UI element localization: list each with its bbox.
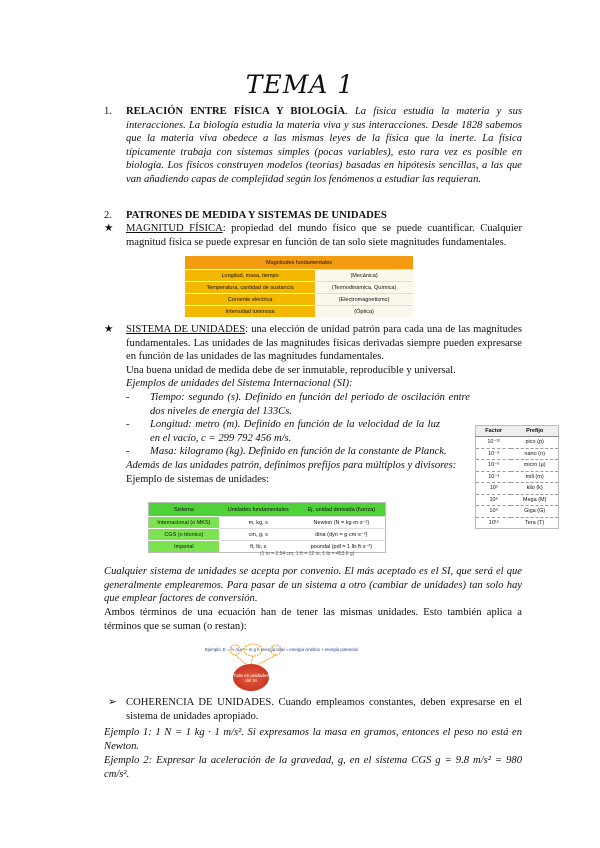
table-cell: Mega (M)	[511, 494, 558, 506]
table-cell: (Mecánica)	[315, 270, 413, 282]
star-bullet-icon: ★	[104, 223, 114, 234]
dashed-callouts	[205, 643, 405, 693]
example-2: Ejemplo 2: Expresar la aceleración de la gravedad, g, en el sistema CGS g = 9.8 m/s² = 980 cm/s².	[104, 755, 522, 780]
table-cell: 10¹²	[476, 517, 512, 529]
table-cell: m, kg, s	[219, 517, 298, 529]
table-cell: poundal (pdl = 1 lb·ft·s⁻²)	[298, 541, 386, 553]
example-text: Longitud: metro (m). Definido en función de la velocidad de la luz en el vacío, c = 299 792 456 m/s.	[150, 419, 440, 444]
star-bullet-icon: ★	[104, 324, 114, 335]
example-text: Masa: kilogramo (kg). Definido en función de la constante de Planck.	[150, 446, 447, 458]
term: MAGNITUD FÍSICA	[126, 223, 223, 234]
table-header: Ej. unidad derivada (fuerza)	[298, 503, 386, 517]
table-cell: (Termodinámica, Química)	[315, 282, 413, 294]
table-cell: 10⁻¹²	[476, 437, 512, 449]
dash-bullet: -	[126, 391, 130, 403]
table-cell: Tera (T)	[511, 517, 558, 529]
table-cell: Intensidad luminosa	[185, 306, 315, 318]
section-text: . La física estudia la materia y sus interacciones. La biología estudia la materia viva y sus interacciones. Desde 1828 sabemos que la materia viva obedece a las mismas leyes de la física que la inerte. La física típicamente trabaja con sistemas simples (pocas variables), esto rara vez es posible en biología. Los físicos construyen modelos (teorías) basadas en hipótesis sencillas, a las que van añadiendo capas de complejidad según los fenómenos a estudiar las requieran.	[126, 106, 522, 185]
table-cell: (Óptica)	[315, 306, 413, 318]
table-cell: Corriente eléctrica	[185, 294, 315, 306]
units-diagram	[205, 643, 405, 693]
table-cell: CGS (o técnico)	[149, 529, 219, 541]
dash-bullet: -	[126, 446, 130, 458]
dash-bullet: -	[126, 419, 130, 431]
table-cell: Giga (G)	[511, 506, 558, 518]
section-1	[104, 105, 522, 187]
coherencia	[104, 696, 522, 723]
term: SISTEMA DE UNIDADES	[126, 324, 246, 335]
definition: : propiedad del mundo físico que se puede cuantificar. Cualquier magnitud física se puede expresar en función de tan solo siete magnitudes fundamentales.	[126, 223, 522, 248]
paragraph: Además de las unidades patrón, definimos prefijos para múltiplos y divisores:	[126, 459, 457, 471]
table-cell: kilo (k)	[511, 483, 558, 495]
table-header: Sistema	[149, 503, 219, 517]
table-cell: 10⁶	[476, 494, 512, 506]
table-cell: (Electromagnetismo)	[315, 294, 413, 306]
table-cell: Internacional (o MKS)	[149, 517, 219, 529]
table-header: Factor	[476, 426, 512, 437]
paragraph: Ambos términos de una ecuación han de tener las mismas unidades. Esto también aplica a términos que se suman (o restan):	[104, 607, 522, 632]
si-units-bubble: Todo en unidades del SI	[233, 664, 269, 691]
table-cell: ft, lb, s	[219, 541, 298, 553]
unit-systems-table	[148, 502, 386, 553]
prefixes-table	[475, 425, 559, 529]
equation: Ejemplo: E = ½ m v² + m g h energía total = energía cinética + energía potencial	[205, 647, 358, 652]
example-item	[104, 391, 470, 418]
section-number: 1.	[104, 106, 112, 117]
conversion-note: (1 in = 2.54 cm, 1 ft = 12 in, 1 lb = 453.6 g)	[260, 551, 355, 557]
table-cell: 10⁻³	[476, 471, 512, 483]
table-header: Magnitudes fundamentales	[185, 256, 413, 270]
example-1: Ejemplo 1: 1 N = 1 kg · 1 m/s². Si expresamos la masa en gramos, entonces el peso no está en Newton.	[104, 727, 522, 752]
definition: . Cuando empleamos constantes, deben expresarse en el sistema de unidades apropiado.	[126, 697, 522, 722]
table-cell: dina (dyn = g·cm·s⁻²)	[298, 529, 386, 541]
paragraph: Una buena unidad de medida debe de ser inmutable, reproducible y universal.	[126, 364, 456, 376]
section-number: 2.	[104, 210, 112, 221]
paragraph: Cualquier sistema de unidades se acepta por convenio. El más aceptado es el SI, que será el que generalmente emplearemos. Para pasar de un sistema a otro (cambiar de unidades) tan solo hay que emplear factores de conversión.	[104, 566, 522, 605]
table-cell: Temperatura, cantidad de sustancia	[185, 282, 315, 294]
page-title: TEMA 1	[245, 70, 355, 99]
example-item	[104, 418, 440, 445]
table-header: Unidades fundamentales	[219, 503, 298, 517]
sistema-unidades	[104, 323, 522, 486]
table-cell: 10⁻⁹	[476, 448, 512, 460]
table-cell: 10⁻⁶	[476, 460, 512, 472]
table-cell: nano (n)	[511, 448, 558, 460]
table-header: Prefijo	[511, 426, 558, 437]
table-cell: Longitud, masa, tiempo	[185, 270, 315, 282]
fundamental-magnitudes-table	[185, 256, 413, 317]
table-cell: 10⁹	[476, 506, 512, 518]
table-cell: cm, g, s	[219, 529, 298, 541]
table-cell: pico (p)	[511, 437, 558, 449]
table-cell: mili (m)	[511, 471, 558, 483]
paragraph: Ejemplo de sistemas de unidades:	[126, 473, 269, 485]
section-heading: PATRONES DE MEDIDA Y SISTEMAS DE UNIDADES	[126, 210, 387, 221]
paragraph: Ejemplos de unidades del Sistema Internacional (SI):	[126, 378, 353, 390]
example-item	[104, 445, 470, 459]
term: COHERENCIA DE UNIDADES	[126, 697, 272, 708]
table-cell: 10³	[476, 483, 512, 495]
magnitud-fisica	[104, 222, 522, 249]
arrow-bullet-icon: ➢	[108, 697, 117, 708]
table-cell: micro (μ)	[511, 460, 558, 472]
section-2	[104, 209, 522, 223]
table-cell: Newton (N = kg·m·s⁻²)	[298, 517, 386, 529]
section-heading: RELACIÓN ENTRE FÍSICA Y BIOLOGÍA	[126, 106, 346, 117]
definition: : una elección de unidad patrón para cada una de las magnitudes fundamentales. Las unidades de las magnitudes físicas derivadas siempre pueden expresarse en función de las unidades de las magnitudes fundamentales.	[126, 324, 522, 363]
table-cell: Imperial	[149, 541, 219, 553]
example-text: Tiempo: segundo (s). Definido en función del periodo de oscilación entre dos niveles de energía del 133Cs.	[150, 391, 470, 417]
